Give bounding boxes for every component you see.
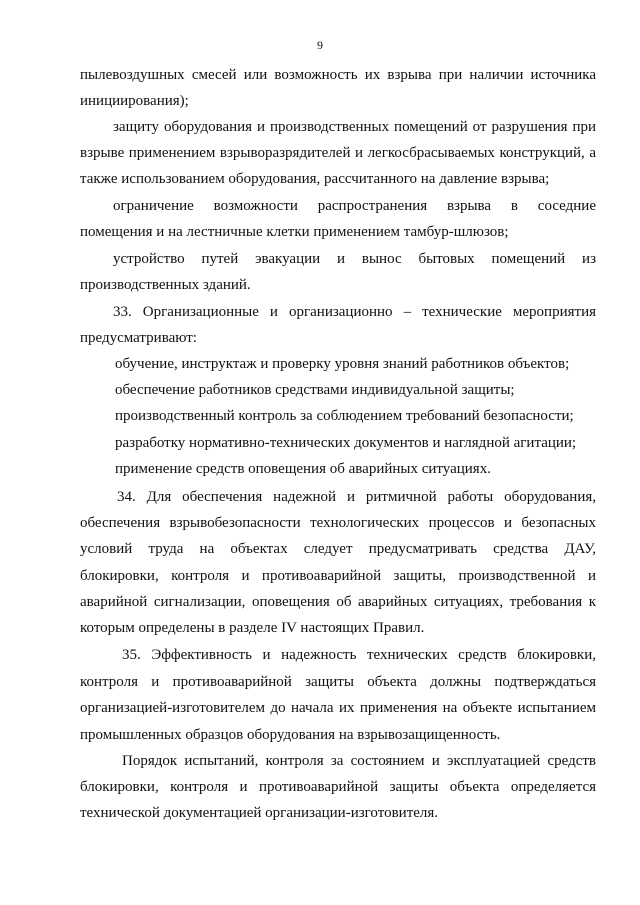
text-line: 33. Организационные и организационно – технические мероприятия	[113, 304, 596, 320]
text-line: 34. Для обеспечения надежной и ритмичной работы оборудования,	[117, 489, 596, 505]
text-line: предусматривают:	[80, 330, 197, 346]
text-line: ограничение возможности распространения взрыва в соседние	[113, 198, 596, 214]
text-line: условий труда на объектах следует предусматривать средства ДАУ,	[80, 541, 596, 557]
text-line: технической документацией организации-изготовителя.	[80, 805, 439, 821]
text-line: инициирования);	[80, 93, 189, 109]
text-line: контроля и противоаварийной защиты объекта должны подтверждаться	[80, 674, 596, 690]
list-item: обучение, инструктаж и проверку уровня знаний работников объектов;	[115, 356, 570, 372]
text-line: промышленных образцов оборудования на взрывозащищенность.	[80, 727, 501, 743]
text-line: помещения и на лестничные клетки применением тамбур-шлюзов;	[80, 224, 509, 240]
list-item: производственный контроль за соблюдением требований безопасности;	[115, 408, 574, 424]
list-item: разработку нормативно-технических документов и наглядной агитации;	[115, 435, 577, 451]
text-line: защиту оборудования и производственных помещений от разрушения при	[113, 119, 596, 135]
text-line: организацией-изготовителем до начала их применения на объекте испытанием	[80, 700, 596, 716]
text-line: 35. Эффективность и надежность технических средств блокировки,	[122, 647, 596, 663]
list-item: обеспечение работников средствами индивидуальной защиты;	[115, 382, 515, 398]
text-line: обеспечения взрывобезопасности технологических процессов и безопасных	[80, 515, 596, 531]
text-line: пылевоздушных смесей или возможность их взрыва при наличии источника	[80, 67, 596, 83]
page-number: 9	[317, 38, 323, 52]
text-line: производственных зданий.	[80, 277, 251, 293]
text-line: также использованием оборудования, рассчитанного на давление взрыва;	[80, 171, 550, 187]
text-line: устройство путей эвакуации и вынос бытовых помещений из	[113, 251, 596, 267]
text-line: Порядок испытаний, контроля за состоянием и эксплуатацией средств	[122, 753, 596, 769]
list-item: применение средств оповещения об аварийных ситуациях.	[115, 461, 491, 477]
text-line: которым определены в разделе IV настоящих Правил.	[80, 620, 425, 636]
text-line: блокировки, контроля и противоаварийной защиты объекта определяется	[80, 779, 596, 795]
text-line: взрыве применением взрыворазрядителей и легкосбрасываемых конструкций, а	[80, 145, 596, 161]
text-line: аварийной сигнализации, оповещения об аварийных ситуациях, требования к	[80, 594, 596, 610]
text-line: блокировки, контроля и противоаварийной защиты, производственной и	[80, 568, 596, 584]
